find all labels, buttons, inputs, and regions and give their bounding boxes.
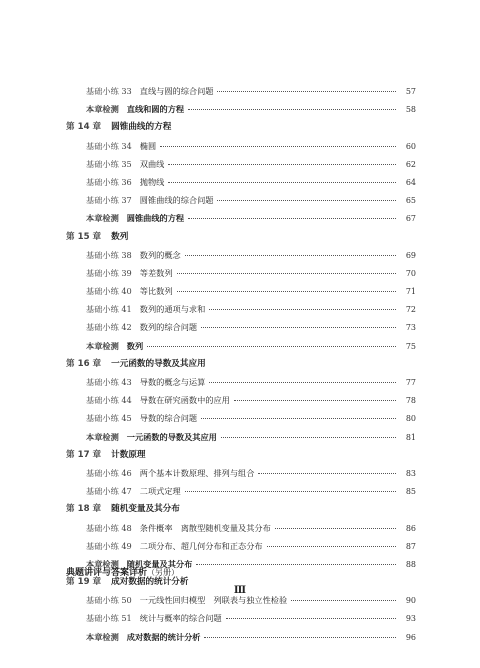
toc-entry bbox=[66, 519, 416, 537]
chapter-test-entry bbox=[66, 428, 416, 446]
entry-label: 基础小练 39 bbox=[86, 267, 132, 278]
entry-label: 基础小练 34 bbox=[86, 140, 132, 151]
chapter-test-entry bbox=[66, 337, 416, 355]
page-ref: 75 bbox=[405, 341, 416, 351]
page-ref: 71 bbox=[405, 287, 416, 297]
page-ref: 83 bbox=[405, 468, 416, 478]
chapter-heading bbox=[66, 500, 416, 518]
dot-leader bbox=[196, 564, 396, 565]
dot-leader bbox=[217, 200, 396, 201]
entry-title: 一元线性回归模型 列联表与独立性检验 bbox=[139, 595, 288, 606]
entry-label: 本章检测 bbox=[86, 431, 119, 442]
entry-title: 统计与概率的综合问题 bbox=[139, 613, 222, 624]
page-ref: 62 bbox=[405, 159, 416, 169]
dot-leader bbox=[177, 273, 396, 274]
chapter-heading bbox=[66, 118, 416, 136]
toc-entry bbox=[66, 409, 416, 427]
entry-label: 基础小练 45 bbox=[86, 413, 132, 424]
page-ref: 58 bbox=[405, 105, 416, 115]
page-ref: 60 bbox=[405, 141, 416, 151]
dot-leader bbox=[226, 618, 396, 619]
entry-label: 本章检测 bbox=[86, 631, 119, 642]
entry-title: 圆锥曲线的方程 bbox=[126, 213, 185, 224]
answer-booklet-note bbox=[66, 565, 179, 578]
dot-leader bbox=[188, 109, 396, 110]
dot-leader bbox=[147, 346, 396, 347]
chapter-title: 随机变量及其分布 bbox=[111, 504, 180, 515]
dot-leader bbox=[204, 637, 396, 638]
entry-label: 基础小练 49 bbox=[86, 540, 132, 551]
entry-label: 基础小练 40 bbox=[86, 286, 132, 297]
entry-title: 二项分布、超几何分布和正态分布 bbox=[139, 540, 263, 551]
table-of-contents bbox=[66, 82, 416, 646]
entry-title: 二项式定理 bbox=[139, 486, 181, 497]
entry-title: 成对数据的统计分析 bbox=[126, 631, 201, 642]
entry-label: 基础小练 48 bbox=[86, 522, 132, 533]
entry-label: 基础小练 33 bbox=[86, 86, 132, 96]
toc-entry bbox=[66, 373, 416, 391]
dot-leader bbox=[160, 146, 396, 147]
dot-leader bbox=[188, 218, 396, 219]
chapter-title: 成对数据的统计分析 bbox=[111, 577, 189, 588]
toc-entry bbox=[66, 318, 416, 336]
dot-leader bbox=[185, 491, 396, 492]
page-ref: 65 bbox=[405, 196, 416, 206]
dot-leader bbox=[168, 164, 396, 165]
chapter-title: 一元函数的导数及其应用 bbox=[111, 358, 206, 369]
entry-label: 基础小练 47 bbox=[86, 486, 132, 497]
dot-leader bbox=[209, 382, 396, 383]
toc-entry bbox=[66, 246, 416, 264]
dot-leader bbox=[201, 327, 396, 328]
dot-leader bbox=[217, 91, 396, 92]
entry-title: 抛物线 bbox=[139, 176, 165, 187]
dot-leader bbox=[275, 528, 396, 529]
page-ref: 87 bbox=[405, 541, 416, 551]
toc-entry bbox=[66, 82, 416, 100]
entry-title: 等比数列 bbox=[139, 286, 173, 297]
chapter-number: 第 16 章 bbox=[66, 358, 102, 369]
chapter-heading bbox=[66, 355, 416, 373]
page-ref: 78 bbox=[405, 396, 416, 406]
entry-title: 双曲线 bbox=[139, 158, 165, 169]
chapter-test-entry bbox=[66, 100, 416, 118]
chapter-number: 第 17 章 bbox=[66, 449, 102, 460]
toc-entry bbox=[66, 537, 416, 555]
toc-entry bbox=[66, 391, 416, 409]
dot-leader bbox=[267, 546, 396, 547]
chapter-number: 第 15 章 bbox=[66, 231, 102, 242]
entry-title: 条件概率 离散型随机变量及其分布 bbox=[139, 522, 271, 533]
entry-label: 本章检测 bbox=[86, 558, 119, 569]
entry-label: 基础小练 43 bbox=[86, 377, 132, 387]
answer-booklet-subnote: （另册） bbox=[147, 568, 180, 577]
entry-label: 基础小练 50 bbox=[86, 595, 132, 606]
chapter-number: 第 19 章 bbox=[66, 577, 102, 588]
dot-leader bbox=[168, 182, 396, 183]
dot-leader bbox=[177, 291, 396, 292]
page-ref: 85 bbox=[405, 487, 416, 497]
dot-leader bbox=[201, 418, 396, 419]
page-ref: 93 bbox=[405, 614, 416, 624]
chapter-title: 数列 bbox=[111, 231, 129, 242]
answer-booklet-title: 典题讲评与答案详析 bbox=[66, 568, 148, 578]
entry-title: 圆锥曲线的综合问题 bbox=[139, 195, 214, 206]
dot-leader bbox=[185, 255, 396, 256]
toc-entry bbox=[66, 137, 416, 155]
page-ref: 73 bbox=[405, 323, 416, 333]
chapter-title: 圆锥曲线的方程 bbox=[111, 122, 172, 133]
toc-entry bbox=[66, 300, 416, 318]
entry-title: 数列的综合问题 bbox=[139, 322, 198, 333]
entry-label: 基础小练 36 bbox=[86, 176, 132, 187]
page-ref: 90 bbox=[405, 596, 416, 606]
entry-title: 导数的概念与运算 bbox=[139, 377, 206, 387]
page-ref: 72 bbox=[405, 305, 416, 315]
dot-leader bbox=[291, 600, 396, 601]
entry-label: 本章检测 bbox=[86, 213, 119, 224]
chapter-test-entry bbox=[66, 628, 416, 646]
entry-label: 基础小练 38 bbox=[86, 249, 132, 260]
chapter-heading bbox=[66, 228, 416, 246]
entry-title: 导数的综合问题 bbox=[139, 413, 198, 424]
entry-title: 数列的通项与求和 bbox=[139, 304, 206, 315]
page-ref: 64 bbox=[405, 177, 416, 187]
page-number: Ⅲ bbox=[233, 585, 247, 596]
entry-title: 导数在研究函数中的应用 bbox=[139, 395, 230, 406]
chapter-number: 第 18 章 bbox=[66, 504, 102, 515]
chapter-heading bbox=[66, 446, 416, 464]
dot-leader bbox=[234, 400, 396, 401]
entry-title: 数列的概念 bbox=[139, 249, 181, 260]
entry-title: 一元函数的导数及其应用 bbox=[126, 431, 217, 442]
page-ref: 96 bbox=[405, 632, 416, 642]
entry-label: 基础小练 35 bbox=[86, 158, 132, 169]
entry-title: 随机变量及其分布 bbox=[126, 558, 193, 569]
toc-entry bbox=[66, 464, 416, 482]
dot-leader bbox=[221, 437, 396, 438]
toc-entry bbox=[66, 155, 416, 173]
entry-title: 两个基本计数原理、排列与组合 bbox=[139, 467, 255, 478]
entry-label: 本章检测 bbox=[86, 104, 119, 115]
page-ref: 88 bbox=[405, 559, 416, 569]
entry-title: 等差数列 bbox=[139, 267, 173, 278]
chapter-number: 第 14 章 bbox=[66, 122, 102, 133]
entry-label: 基础小练 42 bbox=[86, 322, 132, 333]
entry-label: 基础小练 37 bbox=[86, 195, 132, 206]
entry-label: 基础小练 46 bbox=[86, 467, 132, 478]
toc-entry bbox=[66, 191, 416, 209]
page-ref: 70 bbox=[405, 268, 416, 278]
entry-label: 基础小练 44 bbox=[86, 395, 132, 406]
toc-entry bbox=[66, 609, 416, 627]
page-ref: 80 bbox=[405, 414, 416, 424]
entry-label: 本章检测 bbox=[86, 340, 119, 351]
entry-label: 基础小练 41 bbox=[86, 304, 132, 315]
dot-leader bbox=[209, 309, 396, 310]
chapter-test-entry bbox=[66, 209, 416, 227]
dot-leader bbox=[258, 473, 396, 474]
page-ref: 81 bbox=[405, 432, 416, 442]
page-ref: 69 bbox=[405, 250, 416, 260]
page-ref: 57 bbox=[405, 87, 416, 96]
entry-title: 椭圆 bbox=[139, 140, 157, 151]
page-ref: 67 bbox=[405, 214, 416, 224]
entry-title: 直线和圆的方程 bbox=[126, 104, 185, 115]
toc-entry bbox=[66, 264, 416, 282]
toc-entry bbox=[66, 282, 416, 300]
entry-title: 直线与圆的综合问题 bbox=[139, 86, 214, 96]
toc-entry bbox=[66, 173, 416, 191]
chapter-title: 计数原理 bbox=[111, 449, 146, 460]
entry-label: 基础小练 51 bbox=[86, 613, 132, 624]
entry-title: 数列 bbox=[126, 340, 144, 351]
page-ref: 86 bbox=[405, 523, 416, 533]
page-ref: 77 bbox=[405, 378, 416, 387]
toc-entry bbox=[66, 482, 416, 500]
